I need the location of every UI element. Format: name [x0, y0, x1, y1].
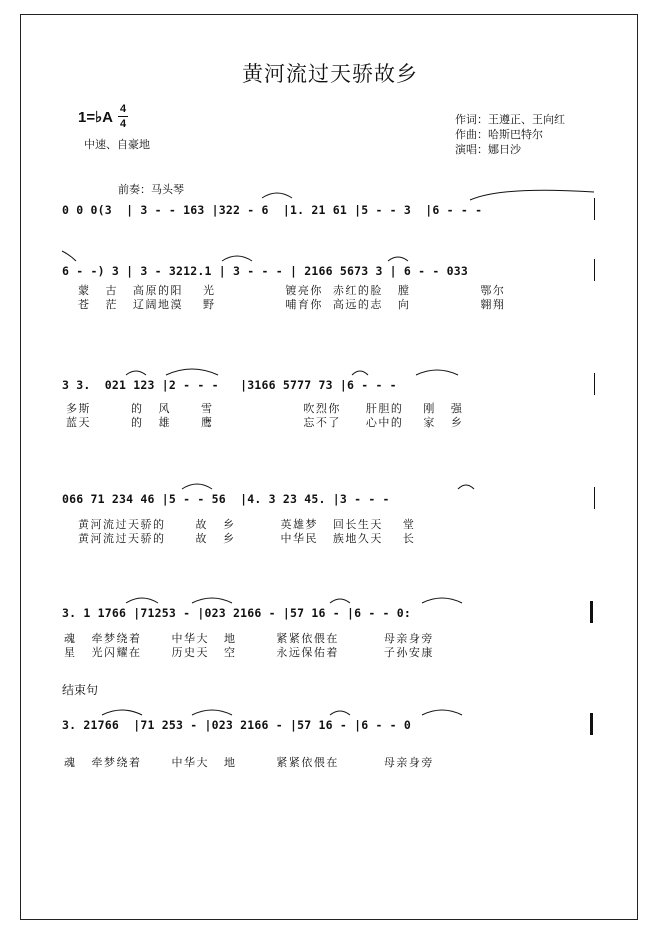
lyrics-row-4-verse-2: 黄河流过天骄的 故 乡 中华民 族地久天 长 [78, 532, 416, 545]
score-notes: 3 3. 021 123 |2 - - - |3166 5777 73 |6 - - - [62, 378, 397, 392]
lyrics-row-3-verse-2: 蓝天 的 雄 鹰 忘不了 心中的 家 乡 [66, 416, 464, 429]
key-signature: 1=♭A [78, 109, 114, 126]
credits [455, 112, 565, 157]
singer-credit: 演唱：娜日沙 [455, 143, 521, 156]
slur-marks-row-5 [62, 591, 602, 607]
lyrics-row-5-verse-2: 星 光闪耀在 历史天 空 永远保佑着 子孙安康 [64, 646, 434, 659]
score-notes: 066 71 234 46 |5 - - 56 |4. 3 23 45. |3 - - - [62, 492, 390, 506]
score-notes: 0 0 0(3 | 3 - - 163 |322 - 6 |1. 21 61 |5 - - 3 |6 - - - [62, 203, 483, 217]
score-notes: 6 - -) 3 | 3 - 3212.1 | 3 - - - | 2166 5673 3 | 6 - - 033 [62, 264, 469, 278]
lyrics-row-6-verse-1: 魂 牵梦绕着 中华大 地 紧紧依偎在 母亲身旁 [64, 756, 434, 769]
lyrics-row-4-verse-1: 黄河流过天骄的 故 乡 英雄梦 回长生天 堂 [78, 518, 416, 531]
slur-marks-row-3 [62, 363, 602, 379]
lyrics-row-3-verse-1: 多斯 的 风 雪 吹烈你 肝胆的 刚 强 [66, 402, 464, 415]
tempo-marking: 中速、自豪地 [84, 138, 150, 151]
slur-marks-row-2 [62, 249, 602, 265]
time-signature-line [118, 116, 128, 117]
score-notes: 3. 1 1766 |71253 - |023 2166 - |57 16 - |6 - - 0: [62, 606, 412, 620]
lyrics-row-2-verse-2: 苍 茫 辽阔地漠 野 哺育你 高远的志 向 翱翔 [78, 298, 506, 311]
song-title: 黄河流过天骄故乡 [242, 62, 418, 86]
time-signature [118, 103, 128, 130]
prelude-label: 前奏：马头琴 [118, 183, 184, 196]
score-notes: 3. 21766 |71 253 - |023 2166 - |57 16 - |6 - - 0 [62, 718, 412, 732]
lyrics-row-2-verse-1: 蒙 古 高原的阳 光 镀亮你 赤红的脸 膛 鄂尔 [78, 284, 506, 297]
lyrics-row-5-verse-1: 魂 牵梦绕着 中华大 地 紧紧依偎在 母亲身旁 [64, 632, 434, 645]
slur-marks-row-1 [62, 188, 602, 204]
composer-credit: 作曲：哈斯巴特尔 [455, 128, 543, 141]
time-signature-bottom: 4 [119, 118, 127, 130]
ending-section-label: 结束句 [62, 683, 99, 697]
lyricist-credit: 作词：王遵正、王向红 [455, 113, 565, 126]
slur-marks-row-6 [62, 703, 602, 719]
time-signature-top: 4 [119, 103, 127, 115]
slur-marks-row-4 [62, 477, 602, 493]
